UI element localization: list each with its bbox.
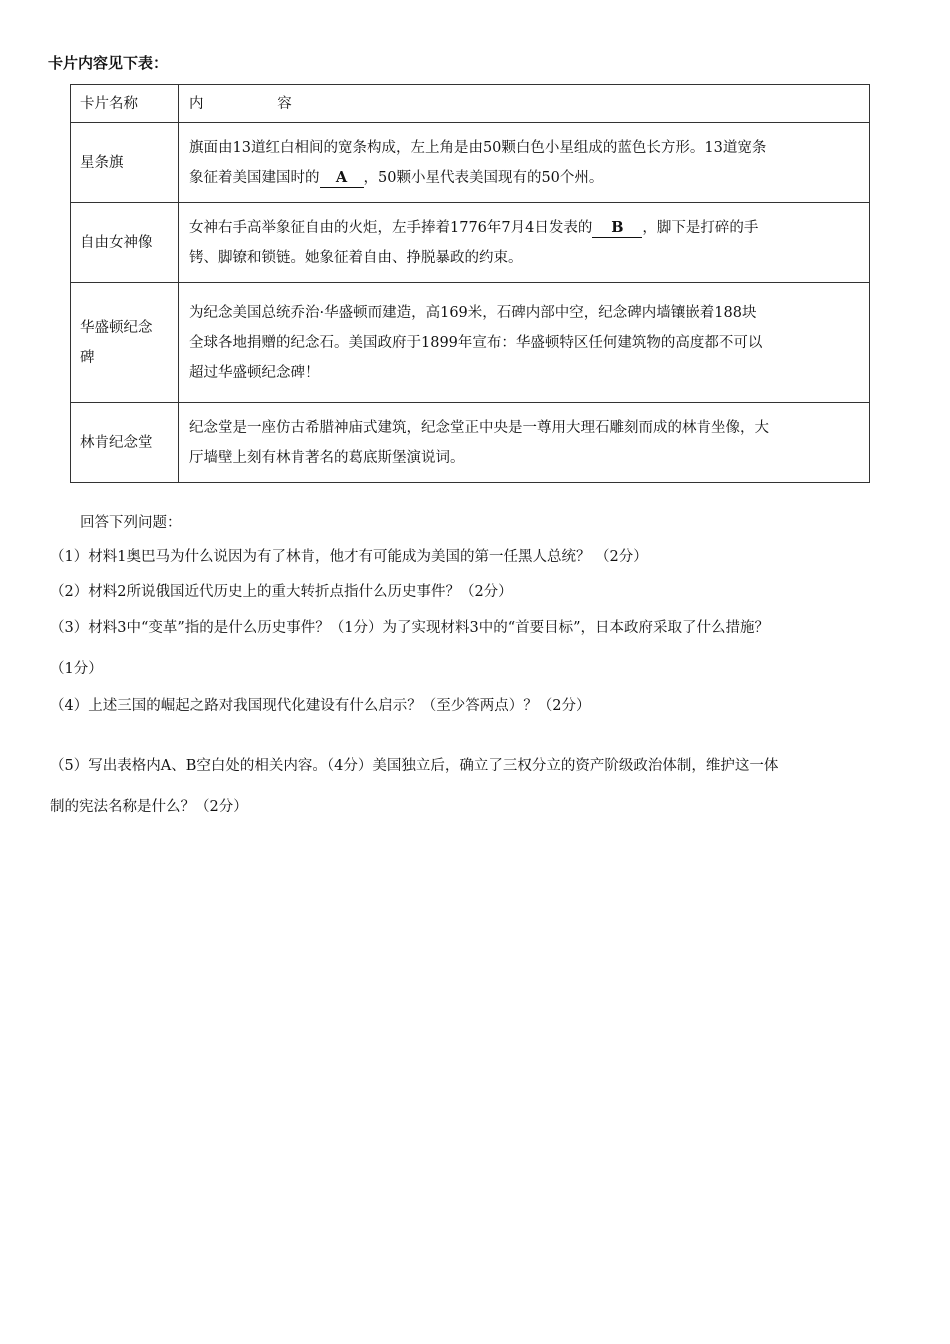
question-2: （2）材料2所说俄国近代历史上的重大转折点指什么历史事件？（2分） [50, 584, 513, 600]
table-row [71, 403, 870, 483]
content-line: 超过华盛顿纪念碑！ [189, 364, 320, 381]
header-content-label: 内 容 [189, 95, 292, 112]
question-3-line-1: （3）材料3中“变革”指的是什么历史事件？（1分）为了实现材料3中的“首要目标”，日本政府采取了什么措施？ [50, 620, 770, 636]
card-name-line: 碑 [80, 349, 95, 366]
question-1: （1）材料1奥巴马为什么说因为有了林肯，他才有可能成为美国的第一任黑人总统？ （2分） [50, 549, 648, 565]
card-table [70, 84, 870, 483]
card-name-line: 华盛顿纪念 [80, 319, 153, 336]
question-3-line-2: （1分） [50, 661, 103, 677]
content-line: 全球各地捐赠的纪念石。美国政府于1899年宣布：华盛顿特区任何建筑物的高度都不可以 [189, 334, 763, 351]
content-line: 纪念堂是一座仿古希腊神庙式建筑，纪念堂正中央是一尊用大理石雕刻而成的林肯坐像，大 [189, 419, 769, 436]
question-4: （4）上述三国的崛起之路对我国现代化建设有什么启示？（至少答两点）？（2分） [50, 698, 591, 714]
content-line: 厅墙壁上刻有林肯著名的葛底斯堡演说词。 [189, 449, 465, 466]
table-row [71, 123, 870, 203]
content-line: 旗面由13道红白相间的宽条构成，左上角是由50颗白色小星组成的蓝色长方形。13道宽条 [189, 139, 767, 156]
content-line [189, 213, 863, 243]
blank-a: A [320, 169, 364, 188]
header-content [179, 85, 870, 123]
card-name [71, 283, 179, 403]
card-content [179, 123, 870, 203]
card-name: 林肯纪念堂 [71, 403, 179, 483]
questions-intro: 回答下列问题： [80, 515, 182, 531]
card-name: 星条旗 [71, 123, 179, 203]
content-line [189, 163, 863, 193]
card-name: 自由女神像 [71, 203, 179, 283]
table-row [71, 283, 870, 403]
card-content [179, 203, 870, 283]
question-5-line-1: （5）写出表格内A、B空白处的相关内容。（4分）美国独立后，确立了三权分立的资产阶级政治体制，维护这一体 [50, 758, 779, 774]
header-card-name: 卡片名称 [71, 85, 179, 123]
content-line: 铐、脚镣和锁链。她象征着自由、挣脱暴政的约束。 [189, 249, 523, 266]
content-text: ，脚下是打碎的手 [642, 219, 759, 236]
content-line: 为纪念美国总统乔治·华盛顿而建造，高169米，石碑内部中空，纪念碑内墙镶嵌着188块 [189, 304, 757, 321]
content-text: 女神右手高举象征自由的火炬，左手捧着1776年7月4日发表的 [189, 219, 593, 236]
card-content [179, 283, 870, 403]
table-header-row [71, 85, 870, 123]
blank-b: B [592, 219, 642, 238]
card-content [179, 403, 870, 483]
table-row [71, 203, 870, 283]
content-text: 象征着美国建国时的 [189, 169, 320, 186]
question-5-line-2: 制的宪法名称是什么？（2分） [50, 799, 248, 815]
section-heading: 卡片内容见下表： [48, 54, 169, 72]
content-text: ，50颗小星代表美国现有的50个州。 [363, 169, 604, 186]
